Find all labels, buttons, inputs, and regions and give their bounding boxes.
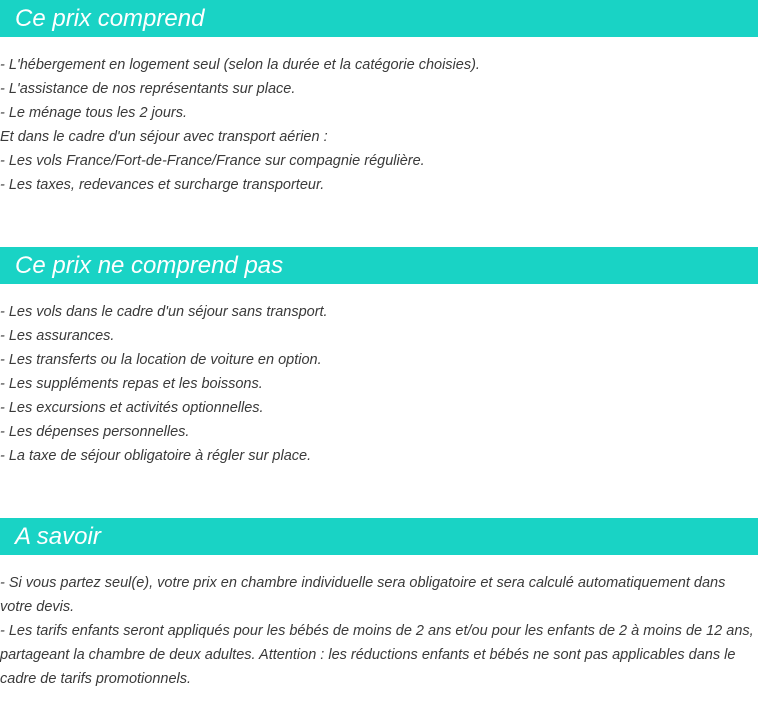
list-item: - L'assistance de nos représentants sur place. [0, 81, 296, 97]
list-item: - Les vols dans le cadre d'un séjour sans transport. [0, 304, 328, 320]
list-item: - Les vols France/Fort-de-France/France sur compagnie régulière. [0, 153, 425, 169]
list-item: - Les assurances. [0, 328, 115, 344]
section-title: Ce prix ne comprend pas [0, 247, 758, 284]
section-title: A savoir [0, 518, 758, 555]
list-item: - Les transferts ou la location de voiture en option. [0, 352, 322, 368]
list-item: - Les dépenses personnelles. [0, 424, 190, 440]
list-item: - L'hébergement en logement seul (selon la durée et la catégorie choisies). [0, 57, 480, 73]
section-good-to-know [0, 518, 758, 691]
list-item: - Les tarifs enfants seront appliqués pour les bébés de moins de 2 ans et/ou pour les enfants de 2 à moins de 12 ans, partageant la chambre de deux adultes. Attention : les réductions enfants et bébés ne sont pas applicables dans le cadre de tarifs promotionnels. [0, 623, 754, 687]
list-item: - Les suppléments repas et les boissons. [0, 376, 263, 392]
list-item: Et dans le cadre d'un séjour avec transport aérien : [0, 129, 328, 145]
section-body [0, 53, 758, 197]
section-body [0, 571, 758, 691]
section-price-includes [0, 0, 758, 197]
section-title: Ce prix comprend [0, 0, 758, 37]
section-price-excludes [0, 247, 758, 468]
list-item: - Les excursions et activités optionnelles. [0, 400, 264, 416]
list-item: - Les taxes, redevances et surcharge transporteur. [0, 177, 325, 193]
section-body [0, 300, 758, 468]
list-item: - Le ménage tous les 2 jours. [0, 105, 187, 121]
list-item: - Si vous partez seul(e), votre prix en chambre individuelle sera obligatoire et sera calculé automatiquement dans votre devis. [0, 575, 726, 615]
list-item: - La taxe de séjour obligatoire à régler sur place. [0, 448, 312, 464]
